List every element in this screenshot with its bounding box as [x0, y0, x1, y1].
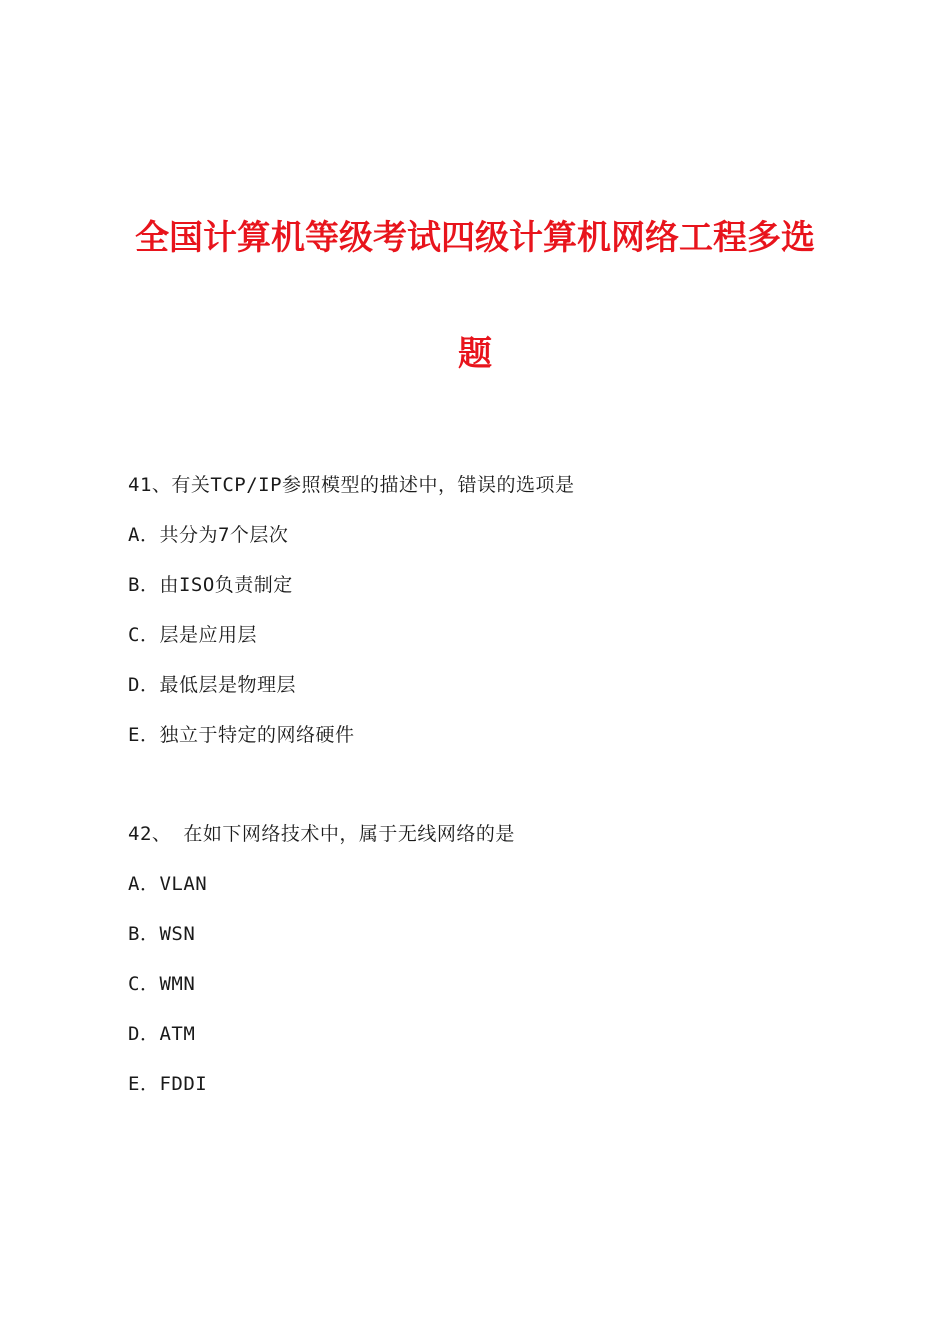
option-e: E．FDDI [128, 1073, 208, 1095]
option-b: B．由ISO负责制定 [128, 574, 293, 596]
option-a: A．VLAN [128, 873, 208, 895]
option-b: B．WSN [128, 923, 196, 945]
option-e: E．独立于特定的网络硬件 [128, 724, 355, 746]
question-text: 41、有关TCP/IP参照模型的描述中，错误的选项是 [128, 474, 575, 496]
option-a: A．共分为7个层次 [128, 524, 289, 546]
question-text: 42、 在如下网络技术中，属于无线网络的是 [128, 823, 515, 845]
question-42 [128, 819, 908, 1119]
option-c: C．层是应用层 [128, 624, 257, 646]
option-d: D．ATM [128, 1023, 196, 1045]
option-c: C．WMN [128, 973, 196, 995]
option-d: D．最低层是物理层 [128, 674, 296, 696]
question-41 [128, 470, 908, 770]
document-title-line-2: 题 [458, 334, 492, 374]
document-title-line-1: 全国计算机等级考试四级计算机网络工程多选 [135, 218, 815, 258]
